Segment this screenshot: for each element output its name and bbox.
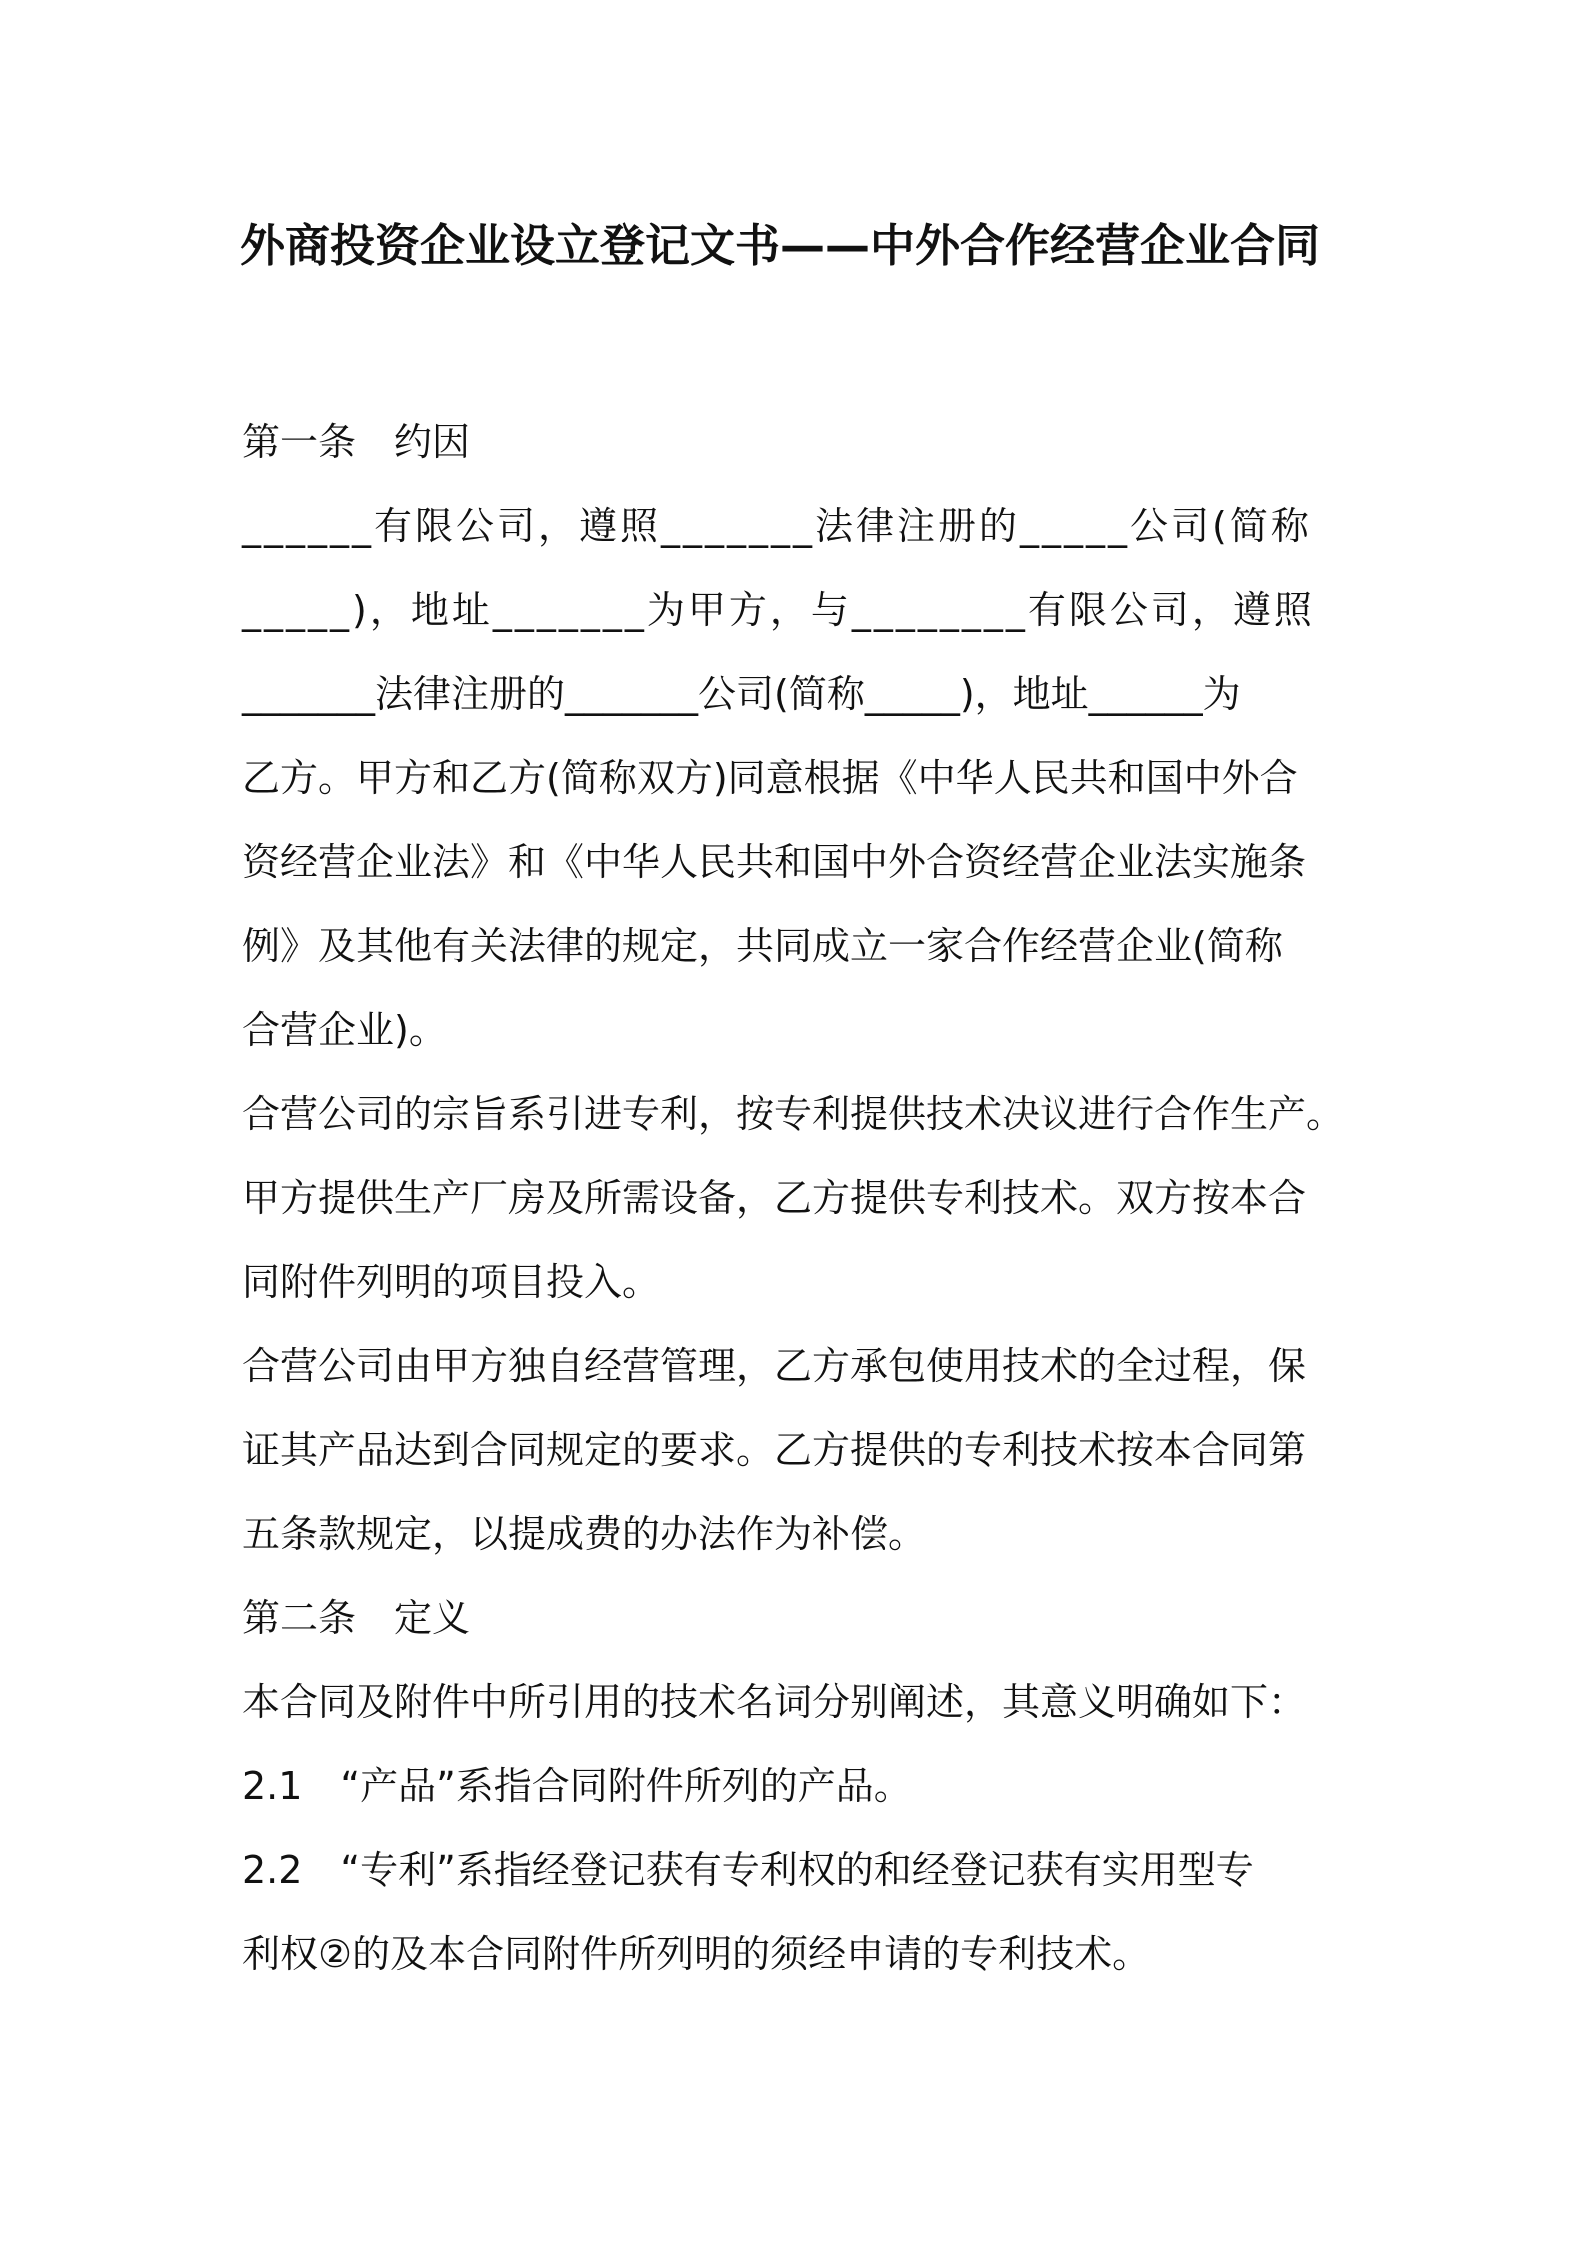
article-1-heading: 第一条 约因	[242, 420, 471, 464]
article-2-line: 本合同及附件中所引用的技术名词分别阐述，其意义明确如下：	[242, 1680, 1307, 1724]
article-1-line: 例》及其他有关法律的规定，共同成立一家合作经营企业(简称	[242, 924, 1283, 968]
article-2-heading: 第二条 定义	[242, 1596, 471, 1640]
definition-2-1: 2.1 “产品”系指合同附件所列的产品。	[242, 1764, 912, 1808]
definition-2-2-continued: 利权②的及本合同附件所列明的须经申请的专利技术。	[242, 1932, 1151, 1976]
article-1-line: ______有限公司，遵照_______法律注册的_____公司(简称	[242, 504, 1312, 548]
article-1-line: 乙方。甲方和乙方(简称双方)同意根据《中华人民共和国中外合	[242, 756, 1298, 800]
article-1-line: _______法律注册的_______公司(简称_____)，地址______为	[242, 672, 1241, 716]
definition-2-2: 2.2 “专利”系指经登记获有专利权的和经登记获有实用型专	[242, 1848, 1254, 1892]
paragraph-line: 甲方提供生产厂房及所需设备，乙方提供专利技术。双方按本合	[242, 1176, 1307, 1220]
document-title: 外商投资企业设立登记文书——中外合作经营企业合同	[240, 219, 1321, 272]
paragraph-line: 合营公司由甲方独自经营管理，乙方承包使用技术的全过程，保	[242, 1344, 1307, 1388]
document-body	[242, 400, 1372, 1996]
paragraph-line: 证其产品达到合同规定的要求。乙方提供的专利技术按本合同第	[242, 1428, 1307, 1472]
paragraph-line: 五条款规定，以提成费的办法作为补偿。	[242, 1512, 927, 1556]
article-1-line: _____)，地址_______为甲方，与________有限公司，遵照	[242, 588, 1315, 632]
article-1-line: 资经营企业法》和《中华人民共和国中外合资经营企业法实施条	[242, 840, 1307, 884]
paragraph-line: 合营公司的宗旨系引进专利，按专利提供技术决议进行合作生产。	[242, 1092, 1345, 1136]
article-1-line: 合营企业)。	[242, 1008, 447, 1052]
paragraph-line: 同附件列明的项目投入。	[242, 1260, 661, 1304]
